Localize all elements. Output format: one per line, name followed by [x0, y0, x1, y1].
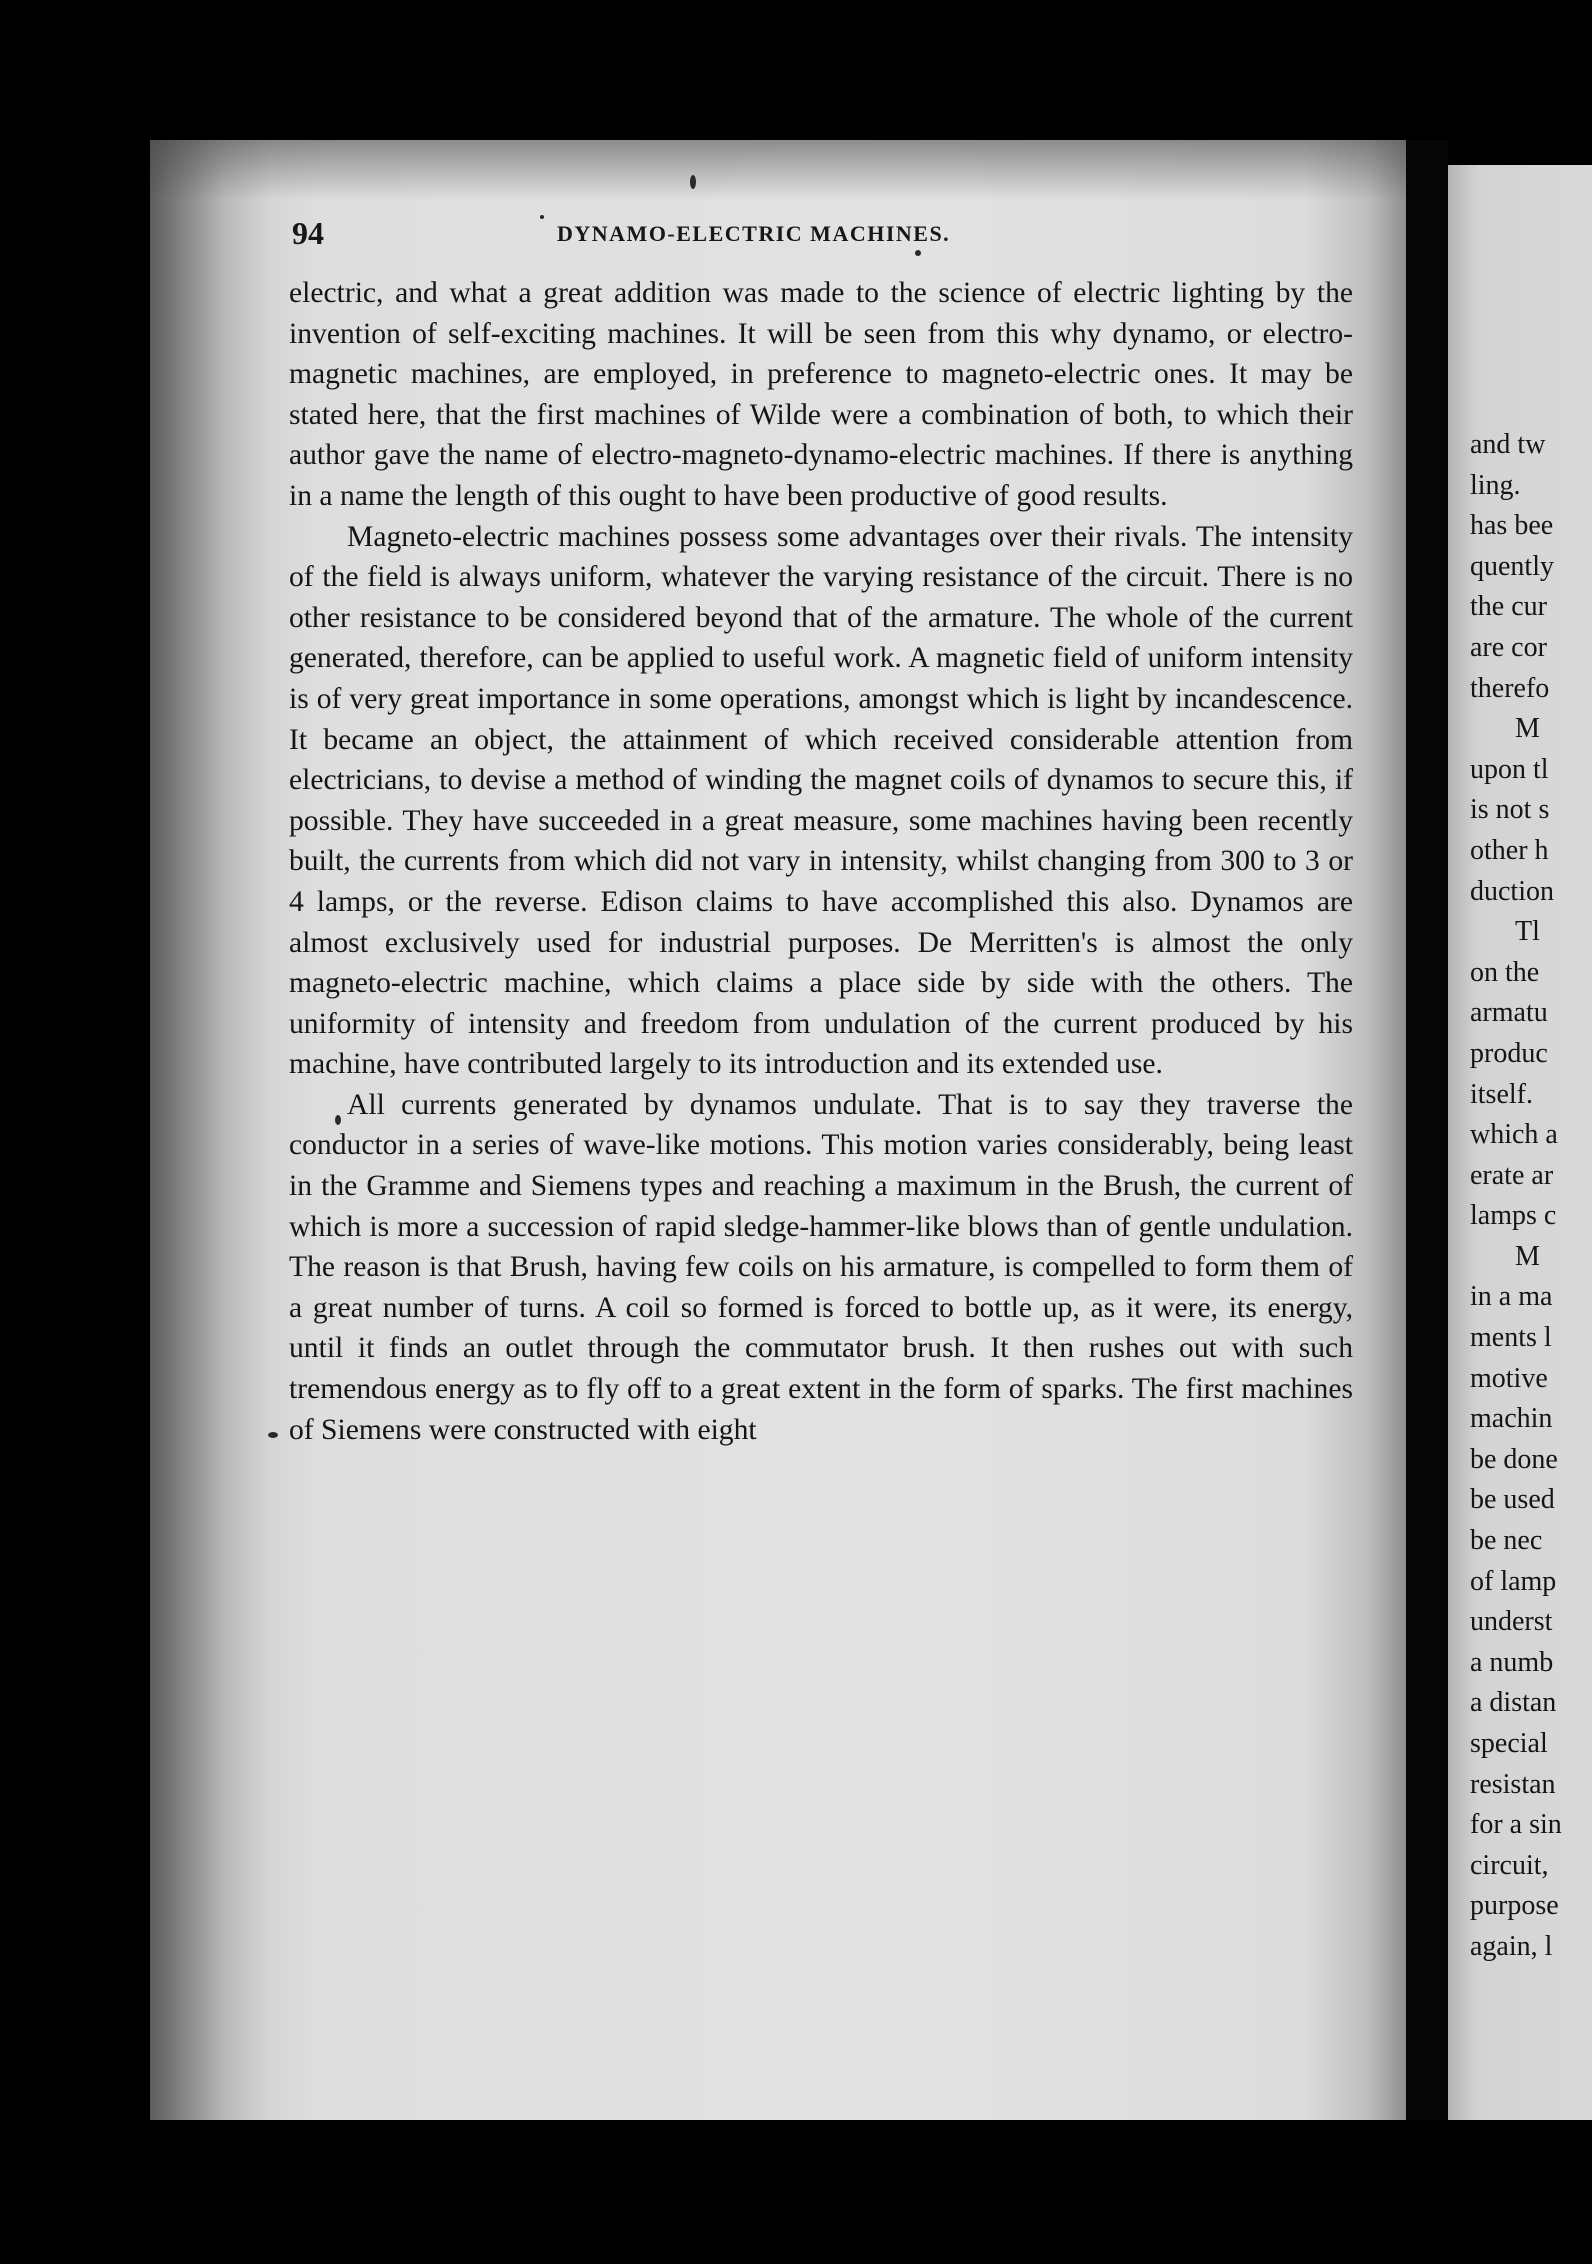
facing-page-line: ments l — [1470, 1322, 1552, 1354]
facing-page-line: circuit, — [1470, 1849, 1549, 1881]
paragraph: electric, and what a great addition was made to the science of electric lighting by the invention of self-exciting machines. It will be seen from this why dynamo, or electro-magnetic machines, are employed, in preference to magneto-electric ones. It may be stated here, that the first machines of Wilde were a combination of both, to which their author gave the name of electro-magneto-dynamo-electric machines. If there is anything in a name the length of this ought to have been productive of good results. — [289, 277, 1353, 512]
facing-page-line: machin — [1470, 1403, 1553, 1435]
facing-page-line: and tw — [1470, 429, 1546, 460]
facing-page-line: therefo — [1470, 672, 1550, 704]
facing-page-line: be done — [1470, 1443, 1558, 1475]
scan-dust-mark — [915, 250, 921, 256]
facing-page-line: M — [1515, 713, 1540, 745]
facing-page-line: purpose — [1470, 1890, 1559, 1922]
scan-dust-mark — [268, 1432, 278, 1438]
facing-page-line: M — [1515, 1240, 1540, 1272]
facing-page-line: ling. — [1470, 469, 1521, 501]
facing-page-line: in a ma — [1470, 1281, 1553, 1313]
facing-page-line: Tl — [1515, 916, 1540, 948]
facing-page-line: on the — [1470, 956, 1540, 988]
facing-page-line: again, l — [1470, 1930, 1553, 1962]
facing-page-line: be used — [1470, 1484, 1555, 1516]
facing-page-line: armatu — [1470, 997, 1548, 1029]
facing-page-line: for a sin — [1470, 1809, 1562, 1841]
facing-page-line: be nec — [1470, 1525, 1543, 1557]
facing-page-line: other h — [1470, 834, 1549, 866]
facing-page-line: produc — [1470, 1037, 1548, 1069]
page-header — [292, 215, 1322, 260]
facing-page-line: which a — [1470, 1119, 1558, 1151]
facing-page-line: motive — [1470, 1362, 1548, 1394]
facing-page-line: lamps c — [1470, 1200, 1557, 1232]
running-head: DYNAMO-ELECTRIC MACHINES. — [557, 221, 951, 246]
facing-page-text-column — [1470, 425, 1592, 1968]
facing-page-line: itself. — [1470, 1078, 1533, 1110]
facing-page-line: duction — [1470, 875, 1554, 907]
facing-page-line: resistan — [1470, 1768, 1556, 1800]
body-text — [289, 273, 1353, 1450]
facing-page-line: special — [1470, 1728, 1548, 1759]
scan-dust-mark — [690, 175, 696, 189]
paragraph: All currents generated by dynamos undulate. That is to say they traverse the conductor in a series of wave-like motions. This motion varies considerably, being least in the Gramme and Siemens types and reaching a maximum in the Brush, the current of which is more a succession of rapid sledge-hammer-like blows than of gentle undulation. The reason is that Brush, having few coils on his armature, is compelled to form them of a great number of turns. A coil so formed is forced to bottle up, as it were, its energy, until it finds an outlet through the commutator brush. It then rushes out with such tremendous energy as to fly off to a great extent in the form of sparks. The first machines of Siemens were constructed with eight — [289, 1088, 1353, 1446]
paragraph: Magneto-electric machines possess some advantages over their rivals. The intensity of the field is always uniform, whatever the varying resistance of the circuit. There is no other resistance to be considered beyond that of the armature. The whole of the current generated, therefore, can be applied to useful work. A magnetic field of uniform intensity is of very great importance in some operations, amongst which is light by incandescence. It became an object, the attainment of which received considerable attention from electricians, to devise a method of winding the magnet coils of dynamos to secure this, if possible. They have succeeded in a great measure, some machines having been recently built, the currents from which did not vary in intensity, whilst changing from 300 to 3 or 4 lamps, or the reverse. Edison claims to have accomplished this also. Dynamos are almost exclusively used for industrial purposes. De Merritten's is almost the only magneto-electric machine, which claims a place side by side with the others. The uniformity of intensity and freedom from undulation of the current produced by his machine, have contributed largely to its introduction and its extended use. — [289, 520, 1353, 1081]
scan-dust-mark — [540, 215, 544, 219]
facing-page-line: is not s — [1470, 794, 1550, 826]
facing-page-line: upon tl — [1470, 753, 1549, 785]
scan-dust-mark — [335, 1115, 341, 1125]
facing-page-line: underst — [1470, 1606, 1553, 1638]
facing-page-line: the cur — [1470, 591, 1547, 623]
facing-page-line: a numb — [1470, 1646, 1554, 1678]
facing-page-line: has bee — [1470, 510, 1554, 542]
facing-page-line: erate ar — [1470, 1159, 1554, 1191]
facing-page-scan — [1448, 165, 1592, 2120]
facing-page-line: are cor — [1470, 631, 1547, 663]
facing-page-line: of lamp — [1470, 1565, 1557, 1597]
facing-page-line: quently — [1470, 550, 1554, 582]
page-number: 94 — [292, 215, 324, 251]
page-gutter — [1406, 140, 1448, 2120]
facing-page-line: a distan — [1470, 1687, 1557, 1719]
